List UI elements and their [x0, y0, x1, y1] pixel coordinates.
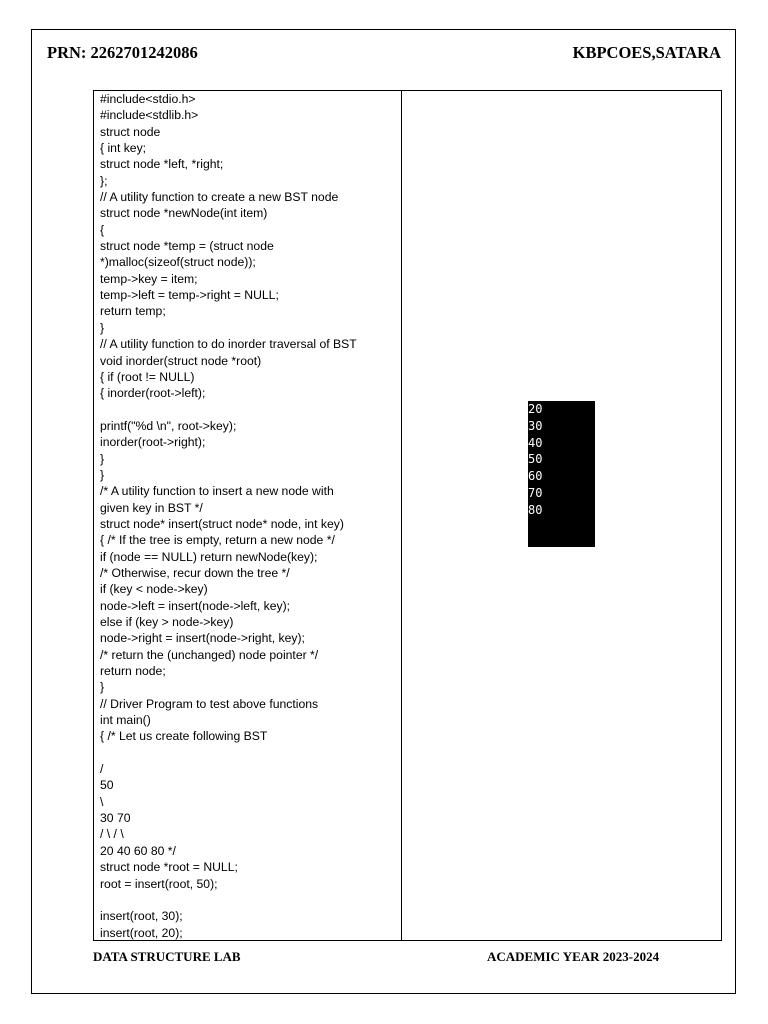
- output-line: 30: [528, 418, 543, 433]
- code-line: { inorder(root->left);: [100, 386, 206, 401]
- code-line: }: [100, 680, 105, 695]
- college-header: KBPCOES,SATARA: [572, 43, 721, 62]
- code-line: { int key;: [100, 141, 147, 156]
- code-line: 50: [100, 778, 114, 793]
- code-line: return temp;: [100, 304, 166, 319]
- code-line: given key in BST */: [100, 500, 203, 515]
- code-line: struct node* insert(struct node* node, int key): [100, 516, 344, 531]
- code-line: }: [100, 451, 105, 466]
- code-line: temp->left = temp->right = NULL;: [100, 288, 279, 303]
- code-line: [100, 745, 396, 761]
- output-line: 50: [528, 452, 543, 467]
- column-divider: [401, 91, 402, 940]
- code-line: temp->key = item;: [100, 271, 198, 286]
- code-line: #include<stdio.h>: [100, 92, 196, 106]
- code-line: if (node == NULL) return newNode(key);: [100, 549, 318, 564]
- code-line: int main(): [100, 713, 151, 728]
- output-line: 80: [528, 502, 543, 517]
- code-line: 30 70: [100, 811, 131, 826]
- code-line: \: [100, 794, 104, 809]
- academic-year-footer: ACADEMIC YEAR 2023-2024: [487, 949, 660, 964]
- code-line: node->right = insert(node->right, key);: [100, 631, 305, 646]
- lab-name-footer: DATA STRUCTURE LAB: [93, 949, 241, 964]
- code-line: }: [100, 467, 105, 482]
- code-line: /* Otherwise, recur down the tree */: [100, 565, 290, 580]
- code-line: *)malloc(sizeof(struct node));: [100, 255, 256, 270]
- output-line: 20: [528, 402, 543, 416]
- code-line: else if (key > node->key): [100, 615, 234, 629]
- code-line: { if (root != NULL): [100, 369, 195, 384]
- code-line: node->left = insert(node->left, key);: [100, 598, 291, 613]
- code-line: struct node: [100, 124, 161, 139]
- code-line: [100, 892, 396, 908]
- code-line: {: [100, 222, 105, 237]
- output-line: 40: [528, 435, 543, 450]
- code-line: { /* If the tree is empty, return a new node */: [100, 533, 335, 548]
- code-line: };: [100, 173, 108, 188]
- code-line: struct node *temp = (struct node: [100, 239, 274, 254]
- output-line: 70: [528, 485, 543, 500]
- code-line: insert(root, 20);: [100, 925, 183, 940]
- code-line: /* A utility function to insert a new node with: [100, 484, 334, 499]
- source-code-block: [100, 91, 396, 941]
- code-line: [100, 402, 396, 418]
- code-line: #include<stdlib.h>: [100, 108, 199, 123]
- code-line: { /* Let us create following BST: [100, 729, 268, 744]
- code-line: // A utility function to create a new BST node: [100, 190, 339, 205]
- code-line: / \ / \: [100, 827, 124, 842]
- code-line: /: [100, 762, 104, 777]
- code-line: // Driver Program to test above functions: [100, 696, 319, 711]
- code-line: printf("%d \n", root->key);: [100, 418, 237, 433]
- code-line: if (key < node->key): [100, 582, 208, 597]
- code-line: }: [100, 320, 105, 335]
- code-line: struct node *newNode(int item): [100, 206, 268, 221]
- code-line: // A utility function to do inorder traversal of BST: [100, 337, 357, 352]
- code-output-table: [93, 90, 722, 941]
- code-line: return node;: [100, 664, 166, 679]
- code-line: 20 40 60 80 */: [100, 843, 176, 858]
- code-line: struct node *left, *right;: [100, 157, 224, 172]
- code-line: void inorder(struct node *root): [100, 353, 262, 368]
- code-line: inorder(root->right);: [100, 435, 206, 450]
- code-line: root = insert(root, 50);: [100, 876, 218, 891]
- output-line: 60: [528, 469, 543, 484]
- prn-header: PRN: 2262701242086: [47, 43, 198, 62]
- code-line: struct node *root = NULL;: [100, 860, 238, 875]
- code-line: insert(root, 30);: [100, 909, 183, 924]
- code-line: /* return the (unchanged) node pointer */: [100, 647, 319, 662]
- console-output: [528, 401, 595, 547]
